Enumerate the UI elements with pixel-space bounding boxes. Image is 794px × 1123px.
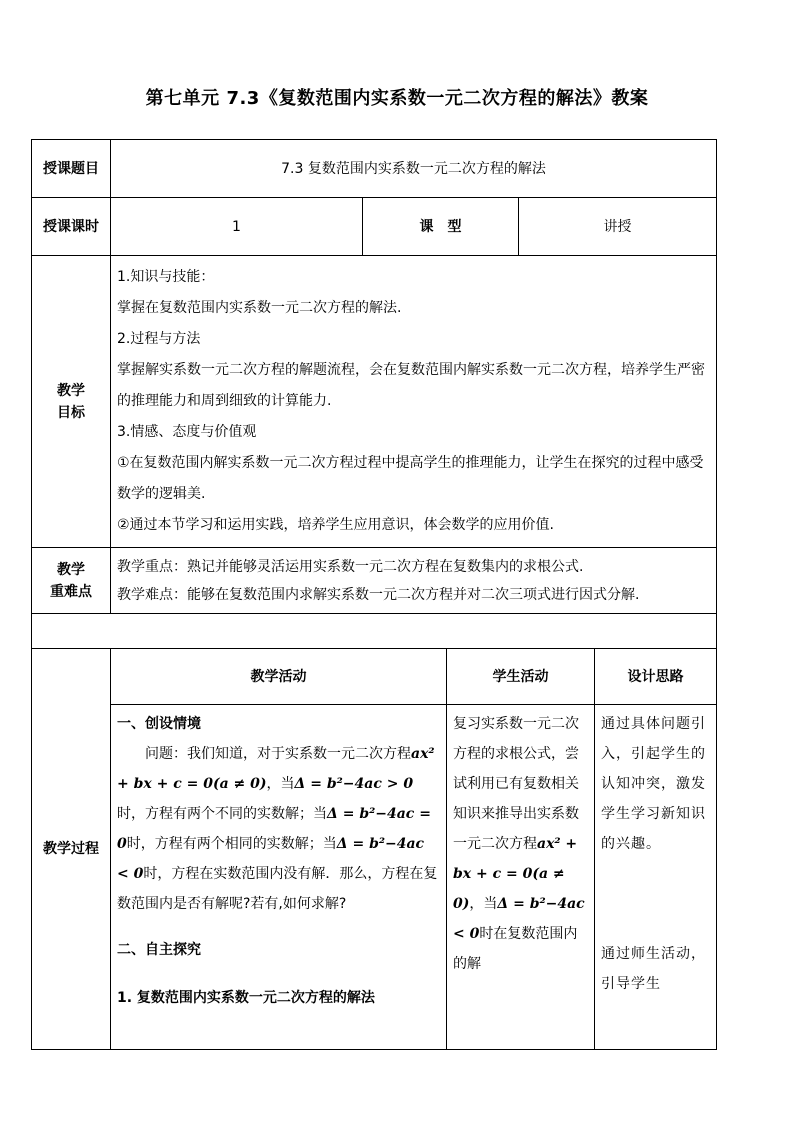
col-teacher: 教学活动 xyxy=(111,649,447,705)
student-paragraph xyxy=(453,709,588,979)
spacer xyxy=(117,965,440,983)
subsection-heading: 1. 复数范围内实系数一元二次方程的解法 xyxy=(117,990,375,1006)
design-text: 通过具体问题引入，引起学生的认知冲突，激发学生学习新知识的兴趣。 xyxy=(601,716,706,852)
objective-line: 掌握在复数范围内实系数一元二次方程的解法. xyxy=(117,300,402,316)
keypoints-content xyxy=(111,548,717,614)
condition-negative: Δ = b²−4ac < 0 xyxy=(453,896,585,942)
objective-line: ①在复数范围内解实系数一元二次方程过程中提高学生的推理能力，让学生在探究的过程中感受数学的逻辑美. xyxy=(117,455,704,502)
teacher-paragraph xyxy=(117,739,440,919)
topic-label: 授课题目 xyxy=(32,140,111,198)
hours-value: 1 xyxy=(111,198,363,256)
process-header-row xyxy=(32,649,717,705)
process-content-row xyxy=(32,705,717,1050)
objectives-content xyxy=(111,256,717,548)
question-text: 问题：我们知道，对于实系数一元二次方程 xyxy=(145,746,411,762)
blank-cell xyxy=(32,614,717,649)
hours-row xyxy=(32,198,717,256)
spacer xyxy=(117,919,440,935)
equation: ax² + bx + c = 0(a ≠ 0) xyxy=(117,746,435,792)
keypoint-line: 教学重点：熟记并能够灵活运用实系数一元二次方程在复数集内的求根公式. xyxy=(117,558,584,575)
design-text: 通过师生活动，引导学生 xyxy=(601,946,706,992)
section-heading: 一、创设情境 xyxy=(117,716,201,732)
document-title: 第七单元 7.3《复数范围内实系数一元二次方程的解法》教案 xyxy=(145,88,649,109)
section-heading: 二、自主探究 xyxy=(117,942,201,958)
text: ，当 xyxy=(266,776,295,792)
type-label: 课 型 xyxy=(363,198,519,256)
process-label: 教学过程 xyxy=(32,649,111,1050)
student-activity xyxy=(447,705,595,1050)
condition-negative: Δ = b²−4ac < 0 xyxy=(117,836,425,882)
objectives-label-line1: 教学 xyxy=(57,382,85,399)
keypoints-row xyxy=(32,548,717,614)
text: 时，方程有两个相同的实数解；当 xyxy=(126,836,337,852)
design-thoughts xyxy=(595,705,717,1050)
objectives-label-line2: 目标 xyxy=(57,404,85,421)
blank-row xyxy=(32,614,717,649)
objectives-row xyxy=(32,256,717,548)
type-value: 讲授 xyxy=(519,198,717,256)
objective-line: ②通过本节学习和运用实践，培养学生应用意识，体会数学的应用价值. xyxy=(117,517,554,533)
objective-line: 掌握解实系数一元二次方程的解题流程，会在复数范围内解实系数一元二次方程，培养学生严密的推理能力和周到细致的计算能力. xyxy=(117,362,705,409)
text: 时，方程有两个不同的实数解；当 xyxy=(117,806,327,822)
topic-value: 7.3 复数范围内实系数一元二次方程的解法 xyxy=(111,140,717,198)
keypoints-label xyxy=(32,548,111,614)
topic-row xyxy=(32,140,717,198)
keypoint-line: 教学难点：能够在复数范围内求解实系数一元二次方程并对二次三项式进行因式分解. xyxy=(117,586,640,603)
hours-label: 授课课时 xyxy=(32,198,111,256)
objective-line: 1.知识与技能： xyxy=(117,269,215,285)
text: ，当 xyxy=(469,896,498,912)
col-design: 设计思路 xyxy=(595,649,717,705)
lesson-plan-table xyxy=(31,139,717,1050)
equation: ax² + bx + c = 0(a ≠ 0) xyxy=(453,836,578,912)
keypoints-label-line2: 重难点 xyxy=(50,583,92,600)
objective-line: 2.过程与方法 xyxy=(117,331,201,347)
col-student: 学生活动 xyxy=(447,649,595,705)
condition-positive: Δ = b²−4ac > 0 xyxy=(294,776,414,792)
text: 时在复数范围内的解 xyxy=(453,926,578,972)
keypoints-label-line1: 教学 xyxy=(57,561,85,578)
objective-line: 3.情感、态度与价值观 xyxy=(117,424,257,440)
student-text: 复习实系数一元二次方程的求根公式，尝试利用已有复数相关知识来推导出实系数一元二次方程 xyxy=(453,716,579,852)
objectives-label xyxy=(32,256,111,548)
text: 时，方程在实数范围内没有解．那么，方程在复数范围内是否有解呢?若有,如何求解? xyxy=(117,866,438,912)
teacher-activity xyxy=(111,705,447,1050)
spacer xyxy=(601,859,710,939)
condition-zero: Δ = b²−4ac = 0 xyxy=(117,806,431,852)
